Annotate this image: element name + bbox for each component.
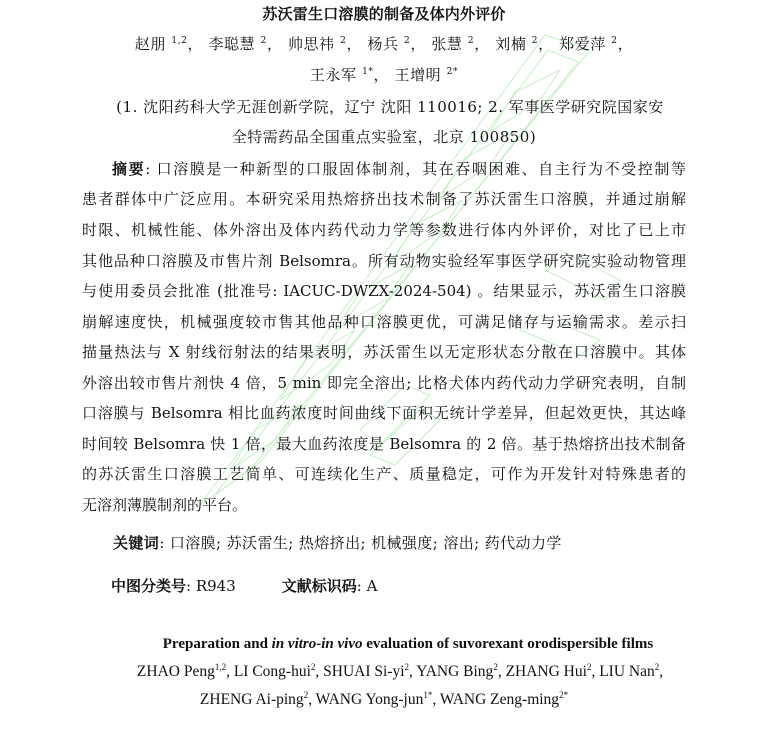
- author-name: WANG Zeng-ming: [439, 691, 560, 708]
- english-authors-line-1: ZHAO Peng$^{1,2}$, LI Cong-hui$^2$, SHUAI $Si-yi^2$, YANG Bing$^2$, ZHANG Hui$^2$, LIU Nan$^2$,: [136, 661, 664, 680]
- chinese-authors-line-1: [0, 33, 768, 54]
- separator: ，: [266, 35, 283, 53]
- author-affiliation-mark: 1*: [362, 67, 374, 77]
- abstract-line: 与使用委员会批准 (批准号: IACUC-DWZX-2024-504) 。结果显示，苏沃雷生口溶膜: [82, 282, 686, 300]
- author-affiliation-mark: 2*: [446, 67, 459, 77]
- abstract-line: 口溶膜与 Belsomra 相比血药浓度时间曲线下面积无统计学差异，但起效更快，其达峰: [82, 404, 686, 422]
- abstract-line: 时间较 Belsomra 快 1 倍，最大血药浓度是 Belsomra 的 2 倍。基于热熔挤出技术制备: [82, 435, 686, 453]
- author-name: WANG Yong-jun: [315, 691, 424, 708]
- classification-line: [111, 575, 377, 596]
- document-code-label: 文献标识码: [281, 577, 357, 595]
- author-affiliation-mark: 2: [310, 661, 316, 672]
- author-affiliation-mark: 1*: [423, 689, 433, 700]
- author-name: SHUAI Si-yi: [323, 663, 405, 680]
- abstract-line: 描量热法与 X 射线衍射法的结果表明，苏沃雷生以无定形状态分散在口溶膜中。其体: [82, 343, 686, 361]
- keywords-text: 口溶膜; 苏沃雷生; 热熔挤出; 机械强度; 溶出; 药代动力学: [169, 534, 562, 552]
- author-name: 郑爱萍: [559, 35, 606, 53]
- author-affiliation-mark: 2: [493, 661, 498, 672]
- author-affiliation-mark: 2: [586, 661, 592, 672]
- keywords-colon: :: [159, 534, 170, 552]
- chinese-title: 苏沃雷生口溶膜的制备及体内外评价: [262, 5, 506, 23]
- author-affiliation-mark: 1,2: [171, 36, 188, 46]
- separator: ，: [187, 35, 204, 53]
- chinese-authors-line-2: [0, 64, 768, 85]
- author-affiliation-mark: 2*: [559, 689, 569, 700]
- author-affiliation-mark: 2: [404, 36, 411, 46]
- abstract-colon: :: [145, 160, 157, 178]
- author-affiliation-mark: 2: [531, 36, 539, 46]
- clc-label: 中图分类号: [111, 577, 187, 595]
- abstract-label: 摘要: [112, 160, 146, 178]
- author-affiliation-mark: 2: [340, 36, 347, 46]
- author-affiliation-mark: 2: [611, 36, 618, 46]
- author-affiliation-mark: 2: [404, 661, 410, 672]
- author-affiliation-mark: 2: [467, 36, 475, 46]
- author-affiliation-mark: 2: [654, 661, 660, 672]
- author-name: LIU Nan: [599, 663, 655, 680]
- english-authors-line-2: ZHENG Ai-ping$^2$, WANG Yong-jun$^{1*}$, WANG Zeng-ming$^{2*}$: [199, 689, 569, 708]
- abstract-line: 无溶剂薄膜制剂的平台。: [82, 496, 248, 514]
- author-name: 杨兵: [367, 35, 399, 53]
- abstract-line: 其他品种口溶膜及市售片剂 Belsomra。所有动物实验经军事医学研究院实验动物管理: [82, 252, 686, 270]
- abstract-line: 的苏沃雷生口溶膜工艺简单、可连续化生产、质量稳定，可作为开发针对特殊患者的: [82, 465, 686, 483]
- author-name: LI Cong-hui: [233, 663, 311, 680]
- abstract-line: [112, 158, 686, 179]
- english-title-part: Preparation and: [162, 636, 272, 652]
- document-code-value: : A: [356, 577, 378, 595]
- abstract-line: 外溶出较市售片剂快 4 倍，5 min 即完全溶出; 比格犬体内药代动力学研究表明，自制: [82, 374, 686, 392]
- english-title-part: evaluation of suvorexant orodispersible films: [362, 636, 654, 652]
- author-name: 张慧: [431, 35, 463, 53]
- english-title-italic: in vitro-in vivo: [271, 636, 363, 652]
- author-name: 李聪慧: [208, 35, 256, 53]
- keywords-label: 关键词: [113, 534, 160, 552]
- keywords-line: [113, 532, 562, 553]
- affiliation-line-1: (1. 沈阳药科大学无涯创新学院，辽宁 沈阳 110016; 2. 军事医学研究院国家安: [116, 98, 664, 116]
- author-affiliation-mark: 2: [260, 36, 267, 46]
- abstract-line: 患者群体中广泛应用。本研究采用热熔挤出技术制备了苏沃雷生口溶膜，并通过崩解: [82, 190, 686, 208]
- separator: ，: [346, 35, 363, 53]
- author-name: 王永军: [309, 66, 357, 84]
- separator: ，: [373, 66, 390, 84]
- author-name: ZHENG Ai-ping: [199, 691, 304, 708]
- english-title: [24, 636, 768, 653]
- separator: ，: [617, 35, 634, 53]
- author-affiliation-mark: 1,2: [214, 661, 227, 672]
- separator: ，: [410, 35, 426, 53]
- author-name: YANG Bing: [416, 663, 494, 680]
- separator: ，: [538, 35, 554, 53]
- author-name: ZHAO Peng: [136, 663, 215, 680]
- author-name: 刘楠: [495, 35, 527, 53]
- separator: ，: [474, 35, 490, 53]
- author-name: 赵朋: [134, 35, 166, 53]
- author-name: ZHANG Hui: [505, 663, 587, 680]
- author-name: 王增明: [394, 66, 442, 84]
- author-affiliation-mark: 2: [303, 689, 309, 700]
- abstract-text: 口溶膜是一种新型的口服固体制剂，其在吞咽困难、自主行为不受控制等: [156, 160, 686, 178]
- author-name: 帅思祎: [287, 35, 335, 53]
- abstract-line: 崩解速度快，机械强度较市售其他品种口溶膜更优，可满足储存与运输需求。差示扫: [82, 313, 686, 331]
- affiliation-line-2: 全特需药品全国重点实验室，北京 100850): [231, 128, 537, 146]
- abstract-line: 时限、机械性能、体外溶出及体内药代动力学等参数进行体内外评价，对比了已上市: [82, 221, 686, 239]
- clc-value: : R943: [186, 577, 236, 595]
